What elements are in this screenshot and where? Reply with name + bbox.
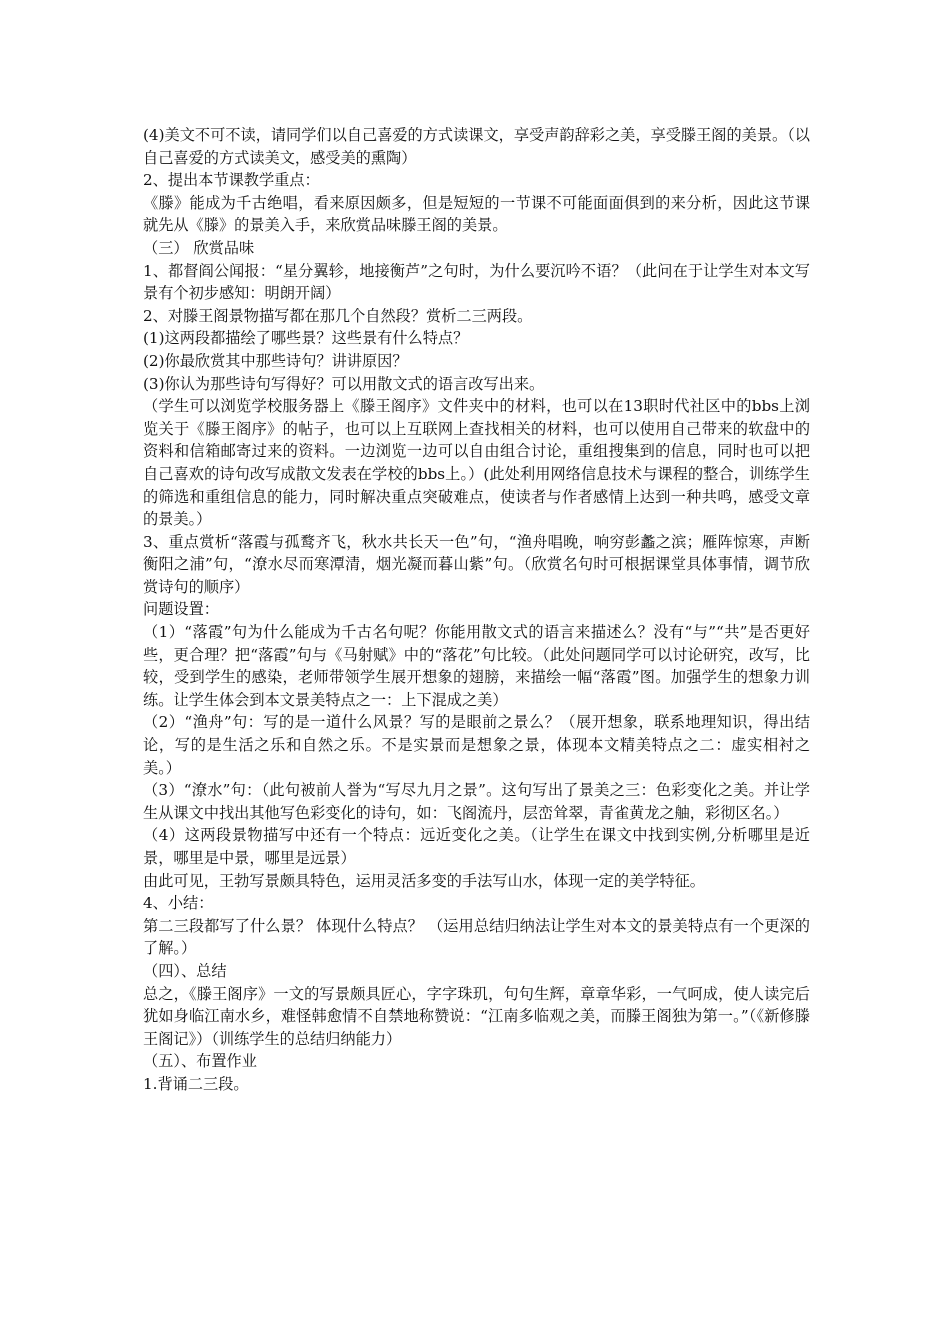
heading-question-setup: 问题设置： xyxy=(143,600,219,619)
paragraph-luoxia-line: （1）“落霞”句为什么能成为千古名句呢？你能用散文式的语言来描述么？没有“与”“共”是否更好些，更合理？把“落霞”句与《马射赋》中的“落花”句比较。（此处问题同学可以讨论研究，改写，比较，受到学生的感染，老师带领学生展开想象的翅膀，来描绘一幅“落霞”图。加强学生的想象力训练。让学生体会到本文景美特点之一：上下混成之美） xyxy=(143,623,810,709)
paragraph-teaching-focus: 《滕》能成为千古绝唱，看来原因颇多，但是短短的一节课不可能面面俱到的来分析，因此这节课就先从《滕》的景美入手，来欣赏品味滕王阁的美景。 xyxy=(143,193,810,235)
section-heading-summary: （四）、总结 xyxy=(143,961,227,980)
heading-summary: 4、小结： xyxy=(143,894,214,913)
paragraph-yuzhou-line: （2）“渔舟”句：写的是一道什么风景？写的是眼前之景么？（展开想象，联系地理知识，得出结论，写的是生活之乐和自然之乐。不是实景而是想象之景，体现本文精美特点之二：虚实相衬之美。） xyxy=(143,713,810,777)
subquestion-2: (2)你最欣赏其中那些诗句？讲讲原因？ xyxy=(143,351,408,370)
paragraph-conclusion: 由此可见，王勃写景颇具特色，运用灵活多变的手法写山水，体现一定的美学特征。 xyxy=(143,871,705,890)
paragraph-network-activity: （学生可以浏览学校服务器上《滕王阁序》文件夹中的材料，也可以在13职时代社区中的bbs上浏览关于《滕王阁序》的帖子，也可以上互联网上查找相关的材料，也可以使用自己带来的软盘中的资料和信箱邮寄过来的资料。一边浏览一边可以自由组合讨论，重组搜集到的信息，同时也可以把自己喜欢的诗句改写成散文发表在学校的bbs上。）(此处利用网络信息技术与课程的整合，训练学生的筛选和重组信息的能力，同时解决重点突破难点，使读者与作者感情上达到一种共鸣，感受文章的景美。） xyxy=(143,397,810,529)
paragraph-laoshui-line: （3）“潦水”句：（此句被前人誉为“写尽九月之景”。这句写出了景美之三：色彩变化之美。并让学生从课文中找出其他写色彩变化的诗句，如：飞阁流丹，层峦耸翠，青雀黄龙之舳，彩彻区名。） xyxy=(143,781,810,822)
heading-teaching-focus: 2、提出本节课教学重点： xyxy=(143,171,320,190)
document-body xyxy=(143,124,810,1096)
paragraph-key-lines: 3、重点赏析“落霞与孤鹜齐飞，秋水共长天一色”句，“渔舟唱晚，响穷彭蠡之滨；雁阵惊寒，声断衡阳之浦”句，“潦水尽而寒潭清，烟光凝而暮山紫”句。（欣赏名句时可根据课堂具体事情，调节欣赏诗句的顺序） xyxy=(143,532,810,596)
subquestion-1: (1)这两段都描绘了哪些景？这些景有什么特点？ xyxy=(143,329,469,348)
section-heading-appreciation: （三） 欣赏品味 xyxy=(143,238,255,257)
homework-item-1: 1.背诵二三段。 xyxy=(143,1074,249,1093)
paragraph-summary: 总之，《滕王阁序》一文的写景颇具匠心，字字珠玑，句句生辉，章章华彩，一气呵成，使人读完后犹如身临江南水乡，难怪韩愈情不自禁地称赞说：“江南多临观之美，而滕王阁独为第一。”（《新修滕王阁记》）（训练学生的总结归纳能力） xyxy=(143,984,810,1048)
paragraph-distance-change: （4）这两段景物描写中还有一个特点：远近变化之美。（让学生在课文中找到实例,分析哪里是近景，哪里是中景，哪里是远景） xyxy=(143,826,810,867)
paragraph-summary-question: 第二三段都写了什么景？ 体现什么特点？ （运用总结归纳法让学生对本文的景美特点有一个更深的了解。） xyxy=(143,916,810,958)
subquestion-3: (3)你认为那些诗句写得好？可以用散文式的语言改写出来。 xyxy=(143,374,545,393)
paragraph-question-2: 2、对滕王阁景物描写都在那几个自然段？赏析二三两段。 xyxy=(143,306,533,325)
paragraph-question-1: 1、都督阎公闻报：“星分翼轸，地接衡芦”之句时，为什么要沉吟不语？（此问在于让学生对本文写景有个初步感知：明朗开阔） xyxy=(143,261,810,303)
paragraph-reading-method: (4)美文不可不读，请同学们以自己喜爱的方式读课文，享受声韵辞彩之美，享受滕王阁的美景。（以自己喜爱的方式读美文，感受美的熏陶） xyxy=(143,126,810,167)
section-heading-homework: （五）、布置作业 xyxy=(143,1052,257,1071)
